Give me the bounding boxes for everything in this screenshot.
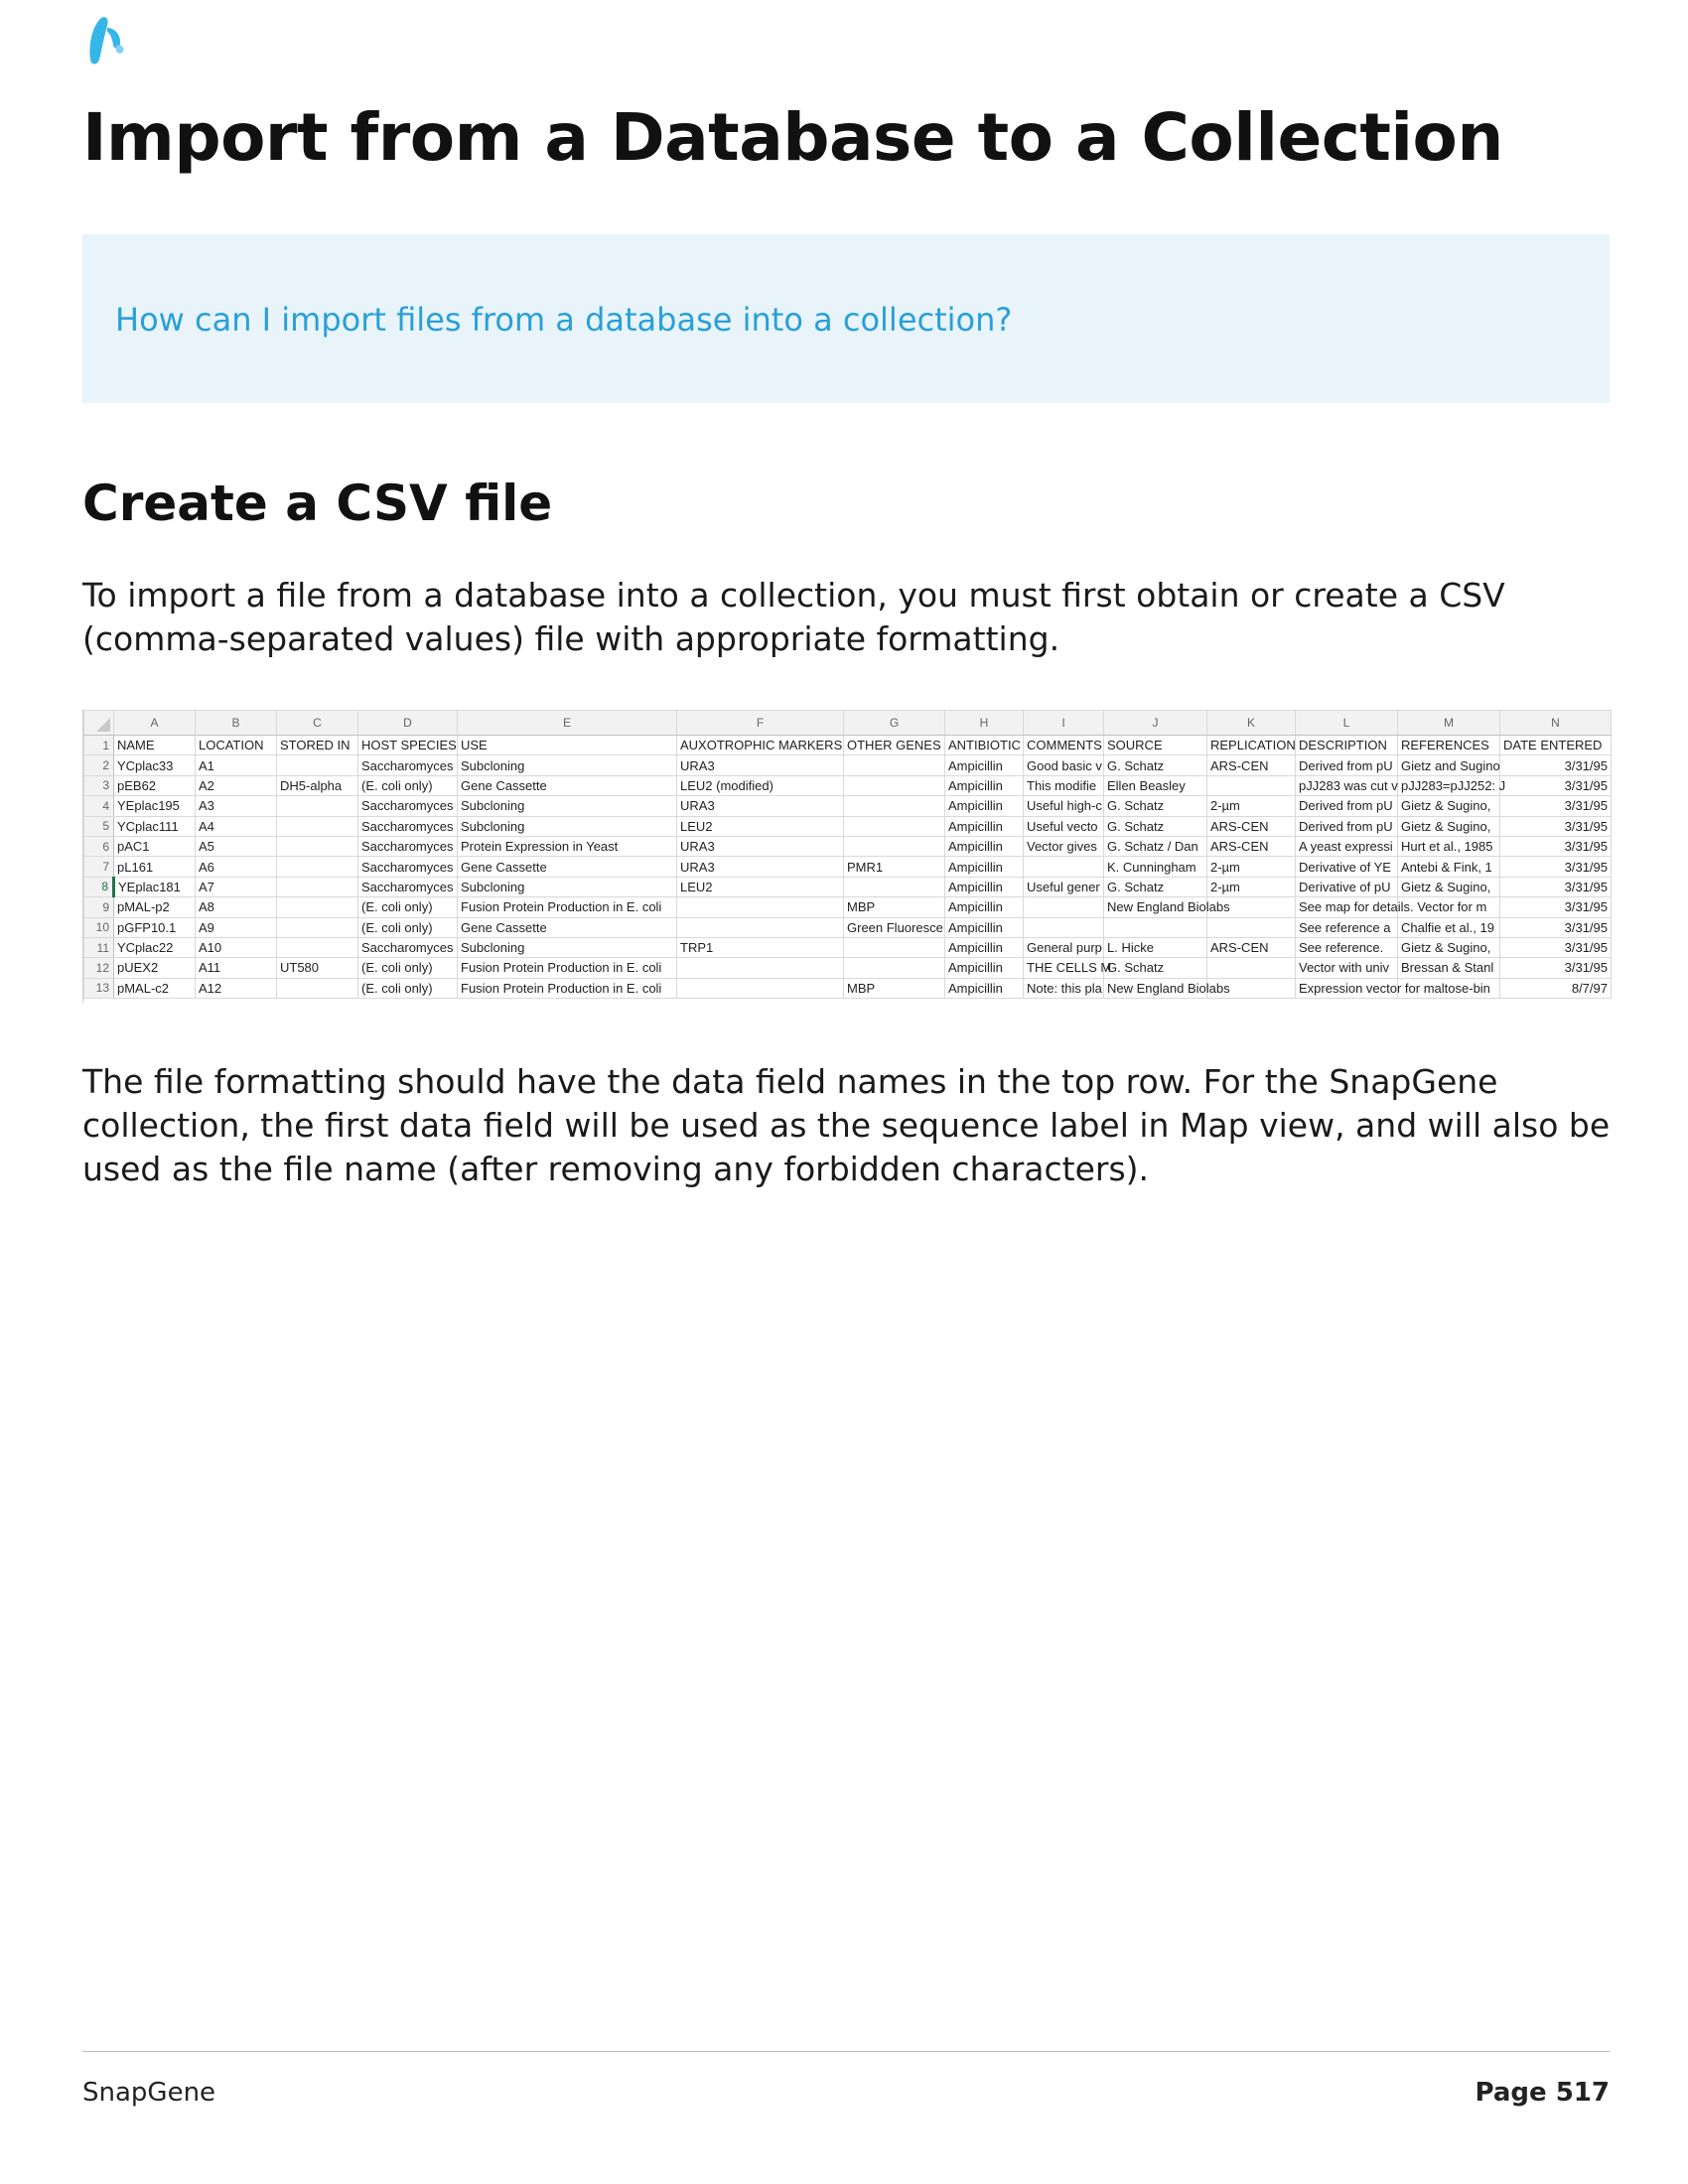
row-number[interactable]: 13 — [84, 978, 114, 998]
table-cell[interactable] — [277, 816, 358, 836]
row-number[interactable]: 10 — [84, 917, 114, 937]
table-cell[interactable]: Fusion Protein Production in E. coli — [458, 897, 677, 917]
row-number[interactable]: 5 — [84, 816, 114, 836]
table-cell[interactable]: COMMENTS — [1024, 736, 1104, 755]
table-cell[interactable]: 3/31/95 — [1500, 937, 1612, 957]
table-cell[interactable]: URA3 — [677, 836, 844, 856]
table-cell[interactable]: Good basic v — [1024, 755, 1104, 775]
table-cell[interactable]: pAC1 — [114, 836, 196, 856]
table-cell[interactable]: Hurt et al., 1985 — [1398, 836, 1500, 856]
table-cell[interactable]: Derived from pU — [1296, 796, 1398, 816]
table-row — [84, 897, 1612, 917]
table-cell[interactable]: L. Hicke — [1104, 937, 1207, 957]
table-cell[interactable]: pGFP10.1 — [114, 917, 196, 937]
table-row — [84, 775, 1612, 795]
table-cell[interactable]: OTHER GENES — [844, 736, 945, 755]
table-cell[interactable]: A9 — [196, 917, 277, 937]
table-cell[interactable]: 2-µm — [1207, 796, 1296, 816]
table-cell[interactable]: Bressan & Stanl — [1398, 958, 1500, 978]
table-cell[interactable]: Ellen Beasley — [1104, 775, 1207, 795]
row-number[interactable]: 11 — [84, 937, 114, 957]
intro-paragraph: To import a file from a database into a collection, you must first obtain or create a CSV (comma-separated values) file with appropriate formatting. — [82, 576, 1505, 658]
table-cell[interactable]: 3/31/95 — [1500, 917, 1612, 937]
table-cell[interactable]: Subcloning — [458, 937, 677, 957]
table-cell[interactable]: G. Schatz / Dan — [1104, 836, 1207, 856]
table-cell[interactable] — [844, 958, 945, 978]
table-cell[interactable] — [844, 937, 945, 957]
table-cell[interactable]: YCplac33 — [114, 755, 196, 775]
table-cell[interactable]: Ampicillin — [945, 796, 1024, 816]
row-number[interactable]: 8 — [84, 877, 114, 896]
table-cell[interactable]: THE CELLS M — [1024, 958, 1104, 978]
table-cell[interactable] — [277, 978, 358, 998]
table-row — [84, 796, 1612, 816]
column-header[interactable]: I — [1024, 711, 1104, 736]
table-cell[interactable] — [277, 836, 358, 856]
table-cell[interactable]: Saccharomyces — [358, 937, 458, 957]
table-row — [84, 958, 1612, 978]
table-cell[interactable]: 3/31/95 — [1500, 775, 1612, 795]
column-header[interactable]: B — [196, 711, 277, 736]
table-cell[interactable] — [277, 897, 358, 917]
table-cell[interactable] — [1207, 917, 1296, 937]
table-row — [84, 836, 1612, 856]
table-cell[interactable]: Subcloning — [458, 816, 677, 836]
table-cell[interactable]: Derived from pU — [1296, 816, 1398, 836]
column-header-row — [84, 711, 1612, 736]
table-cell[interactable] — [844, 816, 945, 836]
table-cell[interactable]: A12 — [196, 978, 277, 998]
table-cell[interactable] — [677, 897, 844, 917]
table-cell[interactable]: Fusion Protein Production in E. coli — [458, 978, 677, 998]
faq-link[interactable]: How can I import files from a database into a collection? — [115, 301, 1013, 339]
table-cell[interactable]: YEplac181 — [114, 877, 196, 896]
table-cell[interactable]: Subcloning — [458, 796, 677, 816]
table-cell[interactable]: K. Cunningham — [1104, 857, 1207, 877]
table-cell[interactable] — [277, 857, 358, 877]
table-cell[interactable]: REFERENCES — [1398, 736, 1500, 755]
table-cell[interactable]: A4 — [196, 816, 277, 836]
table-cell[interactable]: Derived from pU — [1296, 755, 1398, 775]
table-cell[interactable] — [1024, 857, 1104, 877]
table-cell[interactable] — [1024, 917, 1104, 937]
table-cell[interactable]: See reference a — [1296, 917, 1398, 937]
table-cell[interactable]: YEplac195 — [114, 796, 196, 816]
table-cell[interactable] — [677, 978, 844, 998]
table-cell[interactable]: (E. coli only) — [358, 897, 458, 917]
column-header[interactable]: D — [358, 711, 458, 736]
table-cell[interactable]: Protein Expression in Yeast — [458, 836, 677, 856]
row-number[interactable]: 7 — [84, 857, 114, 877]
table-cell[interactable] — [677, 917, 844, 937]
table-cell[interactable]: ARS-CEN — [1207, 937, 1296, 957]
column-header[interactable]: A — [114, 711, 196, 736]
table-cell[interactable]: pMAL-p2 — [114, 897, 196, 917]
table-cell[interactable]: Ampicillin — [945, 775, 1024, 795]
table-cell[interactable] — [844, 836, 945, 856]
table-cell[interactable]: Gietz & Sugino, — [1398, 937, 1500, 957]
table-cell[interactable] — [677, 958, 844, 978]
table-row — [84, 877, 1612, 896]
table-cell[interactable]: LOCATION — [196, 736, 277, 755]
snapgene-logo-icon — [83, 14, 133, 68]
table-cell[interactable]: ARS-CEN — [1207, 836, 1296, 856]
table-cell[interactable]: pEB62 — [114, 775, 196, 795]
table-cell[interactable]: G. Schatz — [1104, 958, 1207, 978]
row-number[interactable]: 9 — [84, 897, 114, 917]
footer-divider — [82, 2051, 1610, 2052]
table-cell[interactable]: MBP — [844, 897, 945, 917]
row-number[interactable]: 3 — [84, 775, 114, 795]
table-row — [84, 937, 1612, 957]
table-cell[interactable] — [277, 755, 358, 775]
table-cell[interactable]: G. Schatz — [1104, 816, 1207, 836]
column-header[interactable]: J — [1104, 711, 1207, 736]
column-header[interactable]: F — [677, 711, 844, 736]
table-cell[interactable]: 2-µm — [1207, 877, 1296, 896]
column-header[interactable]: E — [458, 711, 677, 736]
spreadsheet-body — [84, 736, 1612, 999]
table-cell[interactable]: (E. coli only) — [358, 958, 458, 978]
table-cell[interactable]: A10 — [196, 937, 277, 957]
table-cell[interactable] — [844, 755, 945, 775]
table-cell[interactable]: Fusion Protein Production in E. coli — [458, 958, 677, 978]
table-cell[interactable]: Ampicillin — [945, 917, 1024, 937]
table-cell[interactable]: A11 — [196, 958, 277, 978]
table-cell[interactable]: 3/31/95 — [1500, 836, 1612, 856]
column-header[interactable]: H — [945, 711, 1024, 736]
table-cell[interactable]: G. Schatz — [1104, 796, 1207, 816]
table-cell[interactable]: pUEX2 — [114, 958, 196, 978]
table-cell[interactable] — [277, 796, 358, 816]
page-title: Import from a Database to a Collection — [82, 99, 1503, 176]
table-cell[interactable]: Ampicillin — [945, 877, 1024, 896]
table-row — [84, 978, 1612, 998]
table-cell[interactable]: Note: this pla — [1024, 978, 1104, 998]
table-cell[interactable]: Useful gener — [1024, 877, 1104, 896]
table-cell[interactable]: URA3 — [677, 796, 844, 816]
table-cell[interactable]: Ampicillin — [945, 937, 1024, 957]
table-cell[interactable]: Ampicillin — [945, 978, 1024, 998]
table-cell[interactable] — [844, 775, 945, 795]
table-cell[interactable]: Subcloning — [458, 877, 677, 896]
table-cell[interactable]: (E. coli only) — [358, 775, 458, 795]
table-cell[interactable]: YCplac111 — [114, 816, 196, 836]
table-cell[interactable]: DH5-alpha — [277, 775, 358, 795]
table-cell[interactable]: Subcloning — [458, 755, 677, 775]
table-cell[interactable]: 8/7/97 — [1500, 978, 1612, 998]
table-cell[interactable]: pMAL-c2 — [114, 978, 196, 998]
table-cell[interactable]: Saccharomyces — [358, 796, 458, 816]
table-cell[interactable]: DESCRIPTION — [1296, 736, 1398, 755]
table-cell[interactable]: 3/31/95 — [1500, 857, 1612, 877]
table-cell[interactable]: Ampicillin — [945, 958, 1024, 978]
table-cell[interactable]: pL161 — [114, 857, 196, 877]
table-cell[interactable]: Chalfie et al., 19 — [1398, 917, 1500, 937]
table-cell[interactable]: 3/31/95 — [1500, 755, 1612, 775]
table-cell[interactable] — [277, 937, 358, 957]
faq-callout — [82, 234, 1610, 403]
table-cell[interactable]: ARS-CEN — [1207, 816, 1296, 836]
table-row — [84, 736, 1612, 755]
table-cell[interactable]: Gietz and Sugino — [1398, 755, 1500, 775]
table-cell[interactable]: A yeast expressi — [1296, 836, 1398, 856]
table-cell[interactable]: Ampicillin — [945, 897, 1024, 917]
table-cell[interactable]: Gene Cassette — [458, 857, 677, 877]
table-cell[interactable]: HOST SPECIES — [358, 736, 458, 755]
table-cell[interactable]: ARS-CEN — [1207, 755, 1296, 775]
page-number: Page 517 — [1475, 2078, 1610, 2108]
table-cell[interactable]: Saccharomyces — [358, 755, 458, 775]
table-cell[interactable]: TRP1 — [677, 937, 844, 957]
column-header[interactable]: M — [1398, 711, 1500, 736]
table-cell[interactable]: A1 — [196, 755, 277, 775]
table-cell[interactable]: Ampicillin — [945, 836, 1024, 856]
table-cell[interactable]: New England Biolabs — [1104, 897, 1207, 917]
table-cell[interactable]: MBP — [844, 978, 945, 998]
formatting-paragraph: The file formatting should have the data field names in the top row. For the SnapGene collection, the first data field will be used as the sequence label in Map view, and will also be used as the file name (after removing any forbidden characters). — [82, 1062, 1611, 1188]
table-cell[interactable]: Green Fluoresce — [844, 917, 945, 937]
row-number[interactable]: 4 — [84, 796, 114, 816]
section-heading: Create a CSV file — [82, 475, 553, 532]
table-cell[interactable]: pJJ283 was cut v — [1296, 775, 1398, 795]
column-header[interactable]: K — [1207, 711, 1296, 736]
table-cell[interactable]: General purp — [1024, 937, 1104, 957]
table-cell[interactable]: Gietz & Sugino, — [1398, 796, 1500, 816]
table-cell[interactable]: YCplac22 — [114, 937, 196, 957]
table-cell[interactable]: A7 — [196, 877, 277, 896]
table-cell[interactable]: This modifie — [1024, 775, 1104, 795]
table-cell[interactable]: LEU2 — [677, 816, 844, 836]
table-cell[interactable]: See reference. — [1296, 937, 1398, 957]
table-row — [84, 857, 1612, 877]
table-cell[interactable] — [1104, 917, 1207, 937]
table-cell[interactable]: Vector gives — [1024, 836, 1104, 856]
table-cell[interactable]: Ampicillin — [945, 755, 1024, 775]
table-cell[interactable]: Useful vecto — [1024, 816, 1104, 836]
column-header[interactable]: C — [277, 711, 358, 736]
table-cell[interactable]: AUXOTROPHIC MARKERS — [677, 736, 844, 755]
table-row — [84, 816, 1612, 836]
table-cell[interactable]: Ampicillin — [945, 816, 1024, 836]
table-row — [84, 917, 1612, 937]
table-cell[interactable]: URA3 — [677, 755, 844, 775]
select-all-corner[interactable] — [84, 711, 114, 736]
table-cell[interactable] — [844, 877, 945, 896]
table-cell[interactable]: 3/31/95 — [1500, 816, 1612, 836]
table-cell[interactable]: A5 — [196, 836, 277, 856]
table-cell[interactable]: (E. coli only) — [358, 978, 458, 998]
column-header[interactable]: N — [1500, 711, 1612, 736]
table-row — [84, 755, 1612, 775]
table-cell[interactable]: Saccharomyces — [358, 816, 458, 836]
table-cell[interactable]: STORED IN — [277, 736, 358, 755]
row-number[interactable]: 1 — [84, 736, 114, 755]
table-cell[interactable]: (E. coli only) — [358, 917, 458, 937]
table-cell[interactable]: SOURCE — [1104, 736, 1207, 755]
table-cell[interactable]: PMR1 — [844, 857, 945, 877]
table-cell[interactable]: REPLICATION — [1207, 736, 1296, 755]
table-cell[interactable]: A3 — [196, 796, 277, 816]
table-cell[interactable]: 3/31/95 — [1500, 958, 1612, 978]
table-cell[interactable]: LEU2 — [677, 877, 844, 896]
footer-brand: SnapGene — [82, 2078, 216, 2108]
table-cell[interactable]: pJJ283=pJJ252: J — [1398, 775, 1500, 795]
table-cell[interactable]: Antebi & Fink, 1 — [1398, 857, 1500, 877]
column-header[interactable]: L — [1296, 711, 1398, 736]
table-cell[interactable]: Saccharomyces — [358, 877, 458, 896]
spreadsheet-screenshot — [82, 710, 1611, 1003]
table-cell[interactable]: LEU2 (modified) — [677, 775, 844, 795]
table-cell[interactable]: G. Schatz — [1104, 877, 1207, 896]
table-cell[interactable]: Expression vector for maltose-bin — [1296, 978, 1398, 998]
table-cell[interactable]: Gietz & Sugino, — [1398, 877, 1500, 896]
table-cell[interactable]: 3/31/95 — [1500, 897, 1612, 917]
table-cell[interactable] — [1207, 775, 1296, 795]
table-cell[interactable] — [1207, 958, 1296, 978]
table-cell[interactable] — [1024, 897, 1104, 917]
row-number[interactable]: 2 — [84, 755, 114, 775]
table-cell[interactable]: Vector with univ — [1296, 958, 1398, 978]
table-cell[interactable]: A8 — [196, 897, 277, 917]
table-cell[interactable]: 2-µm — [1207, 857, 1296, 877]
row-number[interactable]: 12 — [84, 958, 114, 978]
table-cell[interactable]: USE — [458, 736, 677, 755]
table-cell[interactable]: Ampicillin — [945, 857, 1024, 877]
table-cell[interactable]: Useful high-c — [1024, 796, 1104, 816]
table-cell[interactable]: Saccharomyces — [358, 836, 458, 856]
column-header[interactable]: G — [844, 711, 945, 736]
table-cell[interactable]: NAME — [114, 736, 196, 755]
table-cell[interactable] — [844, 796, 945, 816]
table-cell[interactable]: URA3 — [677, 857, 844, 877]
spreadsheet-table — [83, 710, 1612, 999]
table-cell[interactable]: See map for details. Vector for m — [1296, 897, 1398, 917]
table-cell[interactable]: New England Biolabs — [1104, 978, 1207, 998]
table-cell[interactable] — [277, 917, 358, 937]
row-number[interactable]: 6 — [84, 836, 114, 856]
table-cell[interactable]: 3/31/95 — [1500, 796, 1612, 816]
table-cell[interactable]: Gietz & Sugino, — [1398, 816, 1500, 836]
table-cell[interactable] — [277, 877, 358, 896]
table-cell[interactable]: Derivative of pU — [1296, 877, 1398, 896]
table-cell[interactable]: ANTIBIOTIC — [945, 736, 1024, 755]
table-cell[interactable]: Gene Cassette — [458, 917, 677, 937]
table-cell[interactable]: UT580 — [277, 958, 358, 978]
table-cell[interactable]: Gene Cassette — [458, 775, 677, 795]
table-cell[interactable]: A6 — [196, 857, 277, 877]
table-cell[interactable]: 3/31/95 — [1500, 877, 1612, 896]
table-cell[interactable]: A2 — [196, 775, 277, 795]
table-cell[interactable]: DATE ENTERED — [1500, 736, 1612, 755]
table-cell[interactable]: Saccharomyces — [358, 857, 458, 877]
table-cell[interactable]: Derivative of YE — [1296, 857, 1398, 877]
table-cell[interactable]: G. Schatz — [1104, 755, 1207, 775]
